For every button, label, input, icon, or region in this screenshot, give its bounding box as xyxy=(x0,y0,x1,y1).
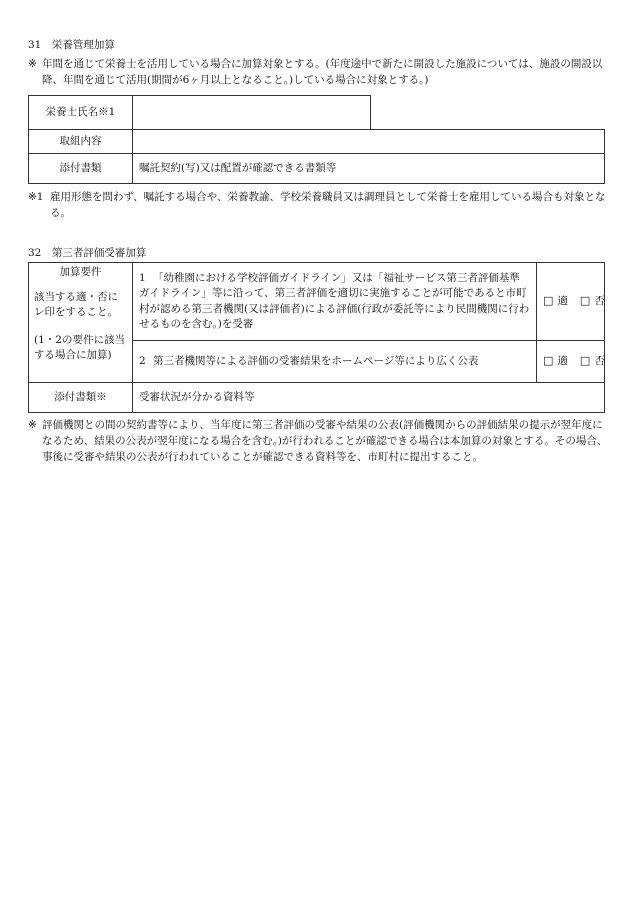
note-text: 評価機関との間の契約書等により、当年度に第三者評価の受審や結果の公表(評価機関からの評価結果の提示が翌年度になるため、結果の公表が翌年度になる場合を含む。)が行われることが確認できる場合は本加算の対象とする。その場合、事後に受審や結果の公表が行われていることが確認できる資料等を、市町村に提出すること。 xyxy=(42,419,608,463)
requirement-1 xyxy=(133,263,537,341)
attachment-value: 嘱託契約(写)又は配置が確認できる書類等 xyxy=(133,154,605,184)
checkbox-icon: □ xyxy=(579,294,591,308)
checkbox-icon: □ xyxy=(543,294,554,308)
requirement-2-text: 第三者機関等による評価の受審結果をホームページ等により広く公表 xyxy=(153,354,479,367)
requirement-2-number: 2 xyxy=(139,354,146,367)
nutrition-table xyxy=(28,95,605,184)
section-32-title: 32 第三者評価受審加算 xyxy=(28,247,147,259)
note-mark: ※ xyxy=(28,419,37,431)
attachment-label: 添付書類 xyxy=(29,154,133,184)
nutritionist-name-label: 栄養士氏名※1 xyxy=(29,96,133,130)
requirements-header: 加算要件 xyxy=(59,266,102,278)
section-31-title: 31 栄養管理加算 xyxy=(28,39,115,51)
attachment-label: 添付書類※ xyxy=(29,383,133,413)
requirements-header-cell xyxy=(29,263,133,383)
requirements-condition: (1・2の要件に該当する場合に加算) xyxy=(34,333,125,361)
requirement-2-check xyxy=(537,341,605,383)
note-mark: ※ xyxy=(28,58,37,70)
checkbox-icon: □ xyxy=(543,354,554,368)
activity-field[interactable] xyxy=(133,130,605,154)
blank-area xyxy=(371,96,605,130)
requirement-1-text: 「幼稚園における学校評価ガイドライン」又は「福祉サービス第三者評価基準ガイドライン」等に沿って、第三者評価を適切に実施することが可能であると市町村が認める第三者機関(又は評価者)による評価(行政が委託等により民間機関に行わせるものを含む。)を受審 xyxy=(139,272,530,330)
req2-yes-option[interactable]: □ 適 xyxy=(543,353,568,370)
requirement-1-check xyxy=(537,263,605,341)
req1-yes-option[interactable]: □ 適 xyxy=(543,293,568,310)
footnote-text: 雇用形態を問わず、嘱託する場合や、栄養教諭、学校栄養職員又は調理員として栄養士を雇用している場合も対象となる。 xyxy=(50,191,606,219)
third-party-table xyxy=(28,262,605,413)
nutritionist-name-field[interactable] xyxy=(133,96,371,130)
attachment-value: 受審状況が分かる資料等 xyxy=(133,383,605,413)
note-text: 年間を通じて栄養士を活用している場合に加算対象とする。(年度途中で新たに開設した施設については、施設の開設以降、年間を通じて活用(期間が6ヶ月以上となること。)している場合に対象とする。) xyxy=(42,58,603,86)
section-31-footnote xyxy=(28,190,608,222)
footnote-mark: ※1 xyxy=(28,191,44,203)
req2-no-option[interactable]: □ 否 xyxy=(580,353,605,370)
section-32-note xyxy=(28,418,608,465)
requirement-1-number: 1 xyxy=(139,272,146,285)
section-31-note xyxy=(28,57,608,89)
requirements-instruction: 該当する適・否にレ印をすること。 xyxy=(34,291,118,319)
requirement-2 xyxy=(133,341,537,383)
checkbox-icon: □ xyxy=(579,354,591,368)
activity-label: 取組内容 xyxy=(29,130,133,154)
req1-no-option[interactable]: □ 否 xyxy=(580,293,605,310)
